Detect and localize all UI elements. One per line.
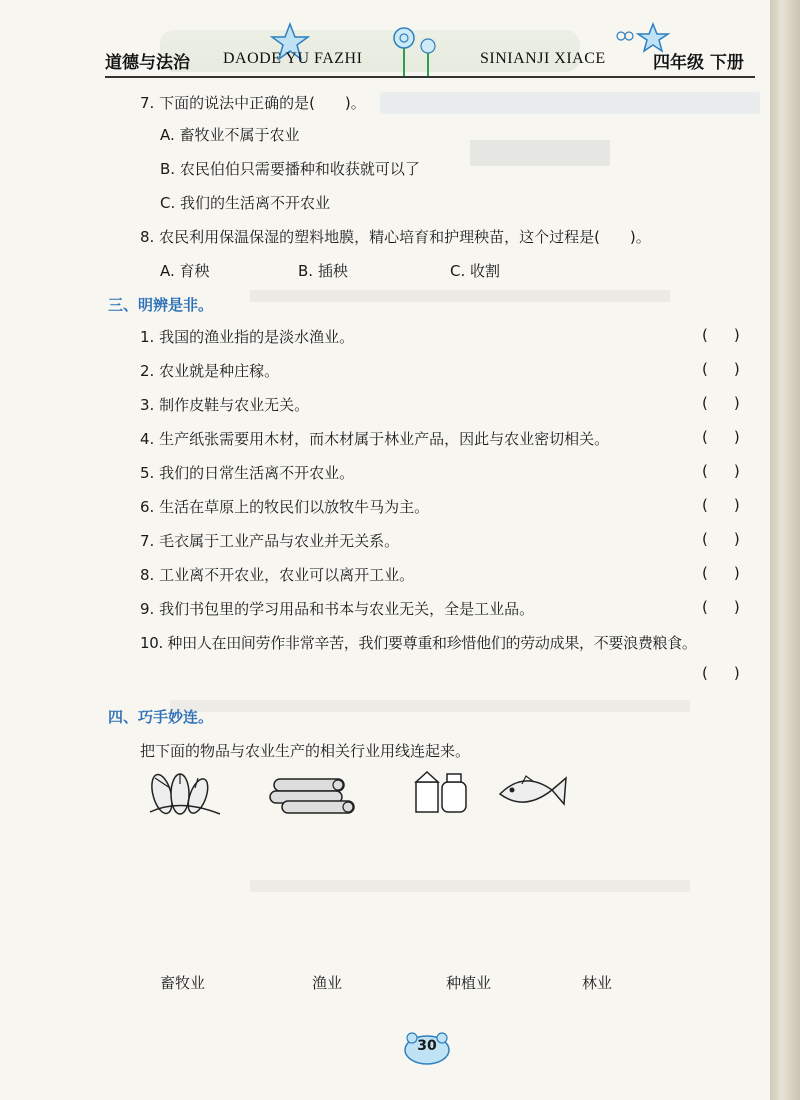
section-4-title: 四、巧手妙连。 [108,708,214,726]
answer-paren-3[interactable]: () [702,394,766,412]
answer-paren-5[interactable]: () [702,462,766,480]
answer-paren-8[interactable]: () [702,564,766,582]
page-number-badge [402,1030,452,1066]
answer-paren-7[interactable]: () [702,530,766,548]
tf-item-8: 8. 工业离不开农业，农业可以离开工业。 [140,566,415,584]
header-subject: 道德与法治 [105,53,190,73]
answer-paren-4[interactable]: () [702,428,766,446]
label-animal-husbandry: 畜牧业 [160,974,206,992]
q8-option-a: A. 育秧 [160,262,210,280]
page-header [105,40,755,76]
logs-icon [268,775,360,815]
tf-item-7: 7. 毛衣属于工业产品与农业并无关系。 [140,532,400,550]
label-fishery: 渔业 [312,974,343,992]
bleed-through [250,290,670,302]
label-planting: 种植业 [446,974,492,992]
q7-option-b: B. 农民伯伯只需要播种和收获就可以了 [160,160,420,178]
answer-paren-2[interactable]: () [702,360,766,378]
fish-icon [494,766,569,816]
milk-bottle-icon [412,768,472,818]
header-divider [105,76,755,78]
corn-icon [140,768,225,818]
answer-paren-9[interactable]: () [702,598,766,616]
header-pinyin-left: DAODE YU FAZHI [223,50,363,67]
tf-item-3: 3. 制作皮鞋与农业无关。 [140,396,310,414]
tf-item-10: 10. 种田人在田间劳作非常辛苦，我们要尊重和珍惜他们的劳动成果，不要浪费粮食。 [140,634,697,652]
section-3-title: 三、明辨是非。 [108,296,214,314]
question-7: 7. 下面的说法中正确的是( )。 [140,94,366,112]
next-page-edge [770,0,800,1100]
tf-item-6: 6. 生活在草原上的牧民们以放牧牛马为主。 [140,498,430,516]
q8-option-b: B. 插秧 [298,262,348,280]
header-pinyin-right: SINIANJI XIACE [480,50,606,67]
tf-item-1: 1. 我国的渔业指的是淡水渔业。 [140,328,355,346]
q8-option-c: C. 收割 [450,262,501,280]
answer-paren-6[interactable]: () [702,496,766,514]
question-8: 8. 农民利用保温保湿的塑料地膜，精心培育和护理秧苗，这个过程是( )。 [140,228,651,246]
tf-item-9: 9. 我们书包里的学习用品和书本与农业无关，全是工业品。 [140,600,535,618]
bleed-through [170,700,690,712]
bleed-through [380,92,760,114]
tf-item-2: 2. 农业就是种庄稼。 [140,362,280,380]
bleed-through [470,140,610,166]
label-forestry: 林业 [582,974,613,992]
q7-option-c: C. 我们的生活离不开农业 [160,194,331,212]
page-number: 30 [417,1038,437,1054]
answer-paren-10[interactable]: () [702,664,766,682]
answer-paren-1[interactable]: () [702,326,766,344]
header-grade: 四年级 下册 [653,53,744,73]
section-4-instruction: 把下面的物品与农业生产的相关行业用线连起来。 [140,742,471,760]
tf-item-4: 4. 生产纸张需要用木材，而木材属于林业产品，因此与农业密切相关。 [140,430,610,448]
q7-option-a: A. 畜牧业不属于农业 [160,126,300,144]
tf-item-5: 5. 我们的日常生活离不开农业。 [140,464,355,482]
bleed-through [250,880,690,892]
